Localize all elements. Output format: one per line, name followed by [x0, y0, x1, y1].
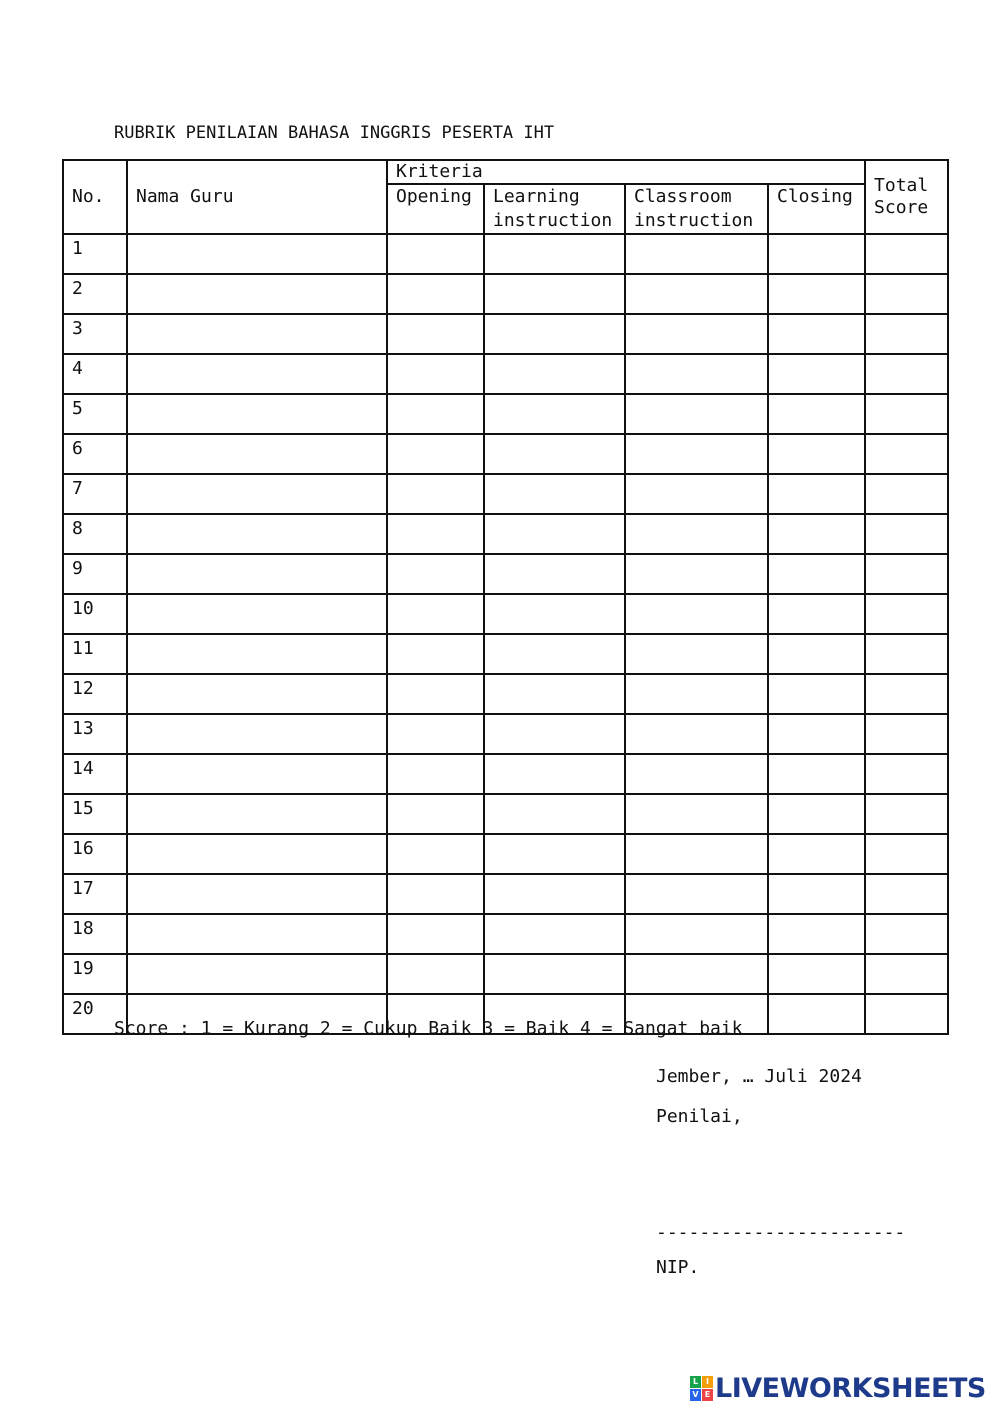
total-score-cell[interactable] — [865, 434, 948, 474]
closing-cell[interactable] — [768, 594, 865, 634]
learning-instruction-cell[interactable] — [484, 834, 625, 874]
liveworksheets-logo-icon — [690, 1376, 712, 1400]
nip-label: NIP. — [656, 1257, 700, 1278]
total-score-cell[interactable] — [865, 834, 948, 874]
total-score-cell[interactable] — [865, 794, 948, 834]
score-legend: Score : 1 = Kurang 2 = Cukup Baik 3 = Baik 4 = Sangat baik — [114, 1018, 743, 1039]
closing-cell[interactable] — [768, 674, 865, 714]
opening-cell[interactable] — [387, 314, 484, 354]
nama-guru-cell[interactable] — [127, 234, 387, 274]
nama-guru-cell[interactable] — [127, 434, 387, 474]
classroom-instruction-cell[interactable] — [625, 394, 768, 434]
nama-guru-cell[interactable] — [127, 354, 387, 394]
row-number: 14 — [63, 754, 127, 794]
closing-cell[interactable] — [768, 434, 865, 474]
logo-text: LIVEWORKSHEETS — [715, 1372, 986, 1404]
table-row — [63, 714, 948, 754]
opening-cell[interactable] — [387, 914, 484, 954]
nama-guru-cell[interactable] — [127, 514, 387, 554]
signature-line: ----------------------- — [656, 1222, 906, 1243]
opening-cell[interactable] — [387, 634, 484, 674]
learning-instruction-cell[interactable] — [484, 914, 625, 954]
table-row — [63, 634, 948, 674]
table-row — [63, 794, 948, 834]
opening-cell[interactable] — [387, 434, 484, 474]
nama-guru-cell[interactable] — [127, 594, 387, 634]
table-row — [63, 954, 948, 994]
closing-cell[interactable] — [768, 634, 865, 674]
learning-instruction-cell[interactable] — [484, 394, 625, 434]
closing-cell[interactable] — [768, 354, 865, 394]
logo-mark-cell: E — [702, 1389, 713, 1401]
nama-guru-cell[interactable] — [127, 714, 387, 754]
table-row — [63, 434, 948, 474]
row-number: 4 — [63, 354, 127, 394]
total-score-cell[interactable] — [865, 754, 948, 794]
classroom-instruction-cell[interactable] — [625, 594, 768, 634]
nama-guru-cell[interactable] — [127, 874, 387, 914]
classroom-instruction-cell[interactable] — [625, 474, 768, 514]
closing-cell[interactable] — [768, 714, 865, 754]
classroom-instruction-cell[interactable] — [625, 874, 768, 914]
total-score-cell[interactable] — [865, 634, 948, 674]
nama-guru-cell[interactable] — [127, 914, 387, 954]
row-number: 12 — [63, 674, 127, 714]
total-score-cell[interactable] — [865, 274, 948, 314]
classroom-instruction-cell[interactable] — [625, 834, 768, 874]
nama-guru-cell[interactable] — [127, 754, 387, 794]
row-number: 1 — [63, 234, 127, 274]
row-number: 8 — [63, 514, 127, 554]
closing-cell[interactable] — [768, 314, 865, 354]
nama-guru-cell[interactable] — [127, 954, 387, 994]
row-number: 19 — [63, 954, 127, 994]
nama-guru-cell[interactable] — [127, 554, 387, 594]
learning-instruction-cell[interactable] — [484, 314, 625, 354]
classroom-instruction-cell[interactable] — [625, 554, 768, 594]
header-kriteria: Kriteria — [387, 160, 865, 184]
row-number: 11 — [63, 634, 127, 674]
closing-cell[interactable] — [768, 234, 865, 274]
total-score-cell[interactable] — [865, 354, 948, 394]
closing-cell[interactable] — [768, 914, 865, 954]
row-number: 13 — [63, 714, 127, 754]
closing-cell[interactable] — [768, 394, 865, 434]
nama-guru-cell[interactable] — [127, 474, 387, 514]
total-score-cell[interactable] — [865, 234, 948, 274]
closing-cell[interactable] — [768, 514, 865, 554]
learning-instruction-cell[interactable] — [484, 674, 625, 714]
header-no: No. — [63, 160, 127, 234]
rubric-body — [63, 234, 948, 1034]
table-row — [63, 834, 948, 874]
opening-cell[interactable] — [387, 954, 484, 994]
learning-instruction-cell[interactable] — [484, 954, 625, 994]
closing-cell[interactable] — [768, 874, 865, 914]
logo-mark-cell: I — [702, 1376, 713, 1388]
liveworksheets-logo[interactable] — [690, 1372, 986, 1404]
classroom-instruction-cell[interactable] — [625, 714, 768, 754]
row-number: 3 — [63, 314, 127, 354]
opening-cell[interactable] — [387, 514, 484, 554]
opening-cell[interactable] — [387, 794, 484, 834]
assessor-label: Penilai, — [656, 1106, 743, 1127]
total-score-cell[interactable] — [865, 714, 948, 754]
nama-guru-cell[interactable] — [127, 794, 387, 834]
row-number: 15 — [63, 794, 127, 834]
learning-instruction-cell[interactable] — [484, 554, 625, 594]
opening-cell[interactable] — [387, 874, 484, 914]
header-closing: Closing — [768, 184, 865, 234]
classroom-instruction-cell[interactable] — [625, 954, 768, 994]
total-score-cell[interactable] — [865, 914, 948, 954]
table-row — [63, 514, 948, 554]
total-score-cell[interactable] — [865, 874, 948, 914]
opening-cell[interactable] — [387, 394, 484, 434]
learning-instruction-cell[interactable] — [484, 434, 625, 474]
header-total-score: Total Score — [865, 160, 948, 234]
opening-cell[interactable] — [387, 554, 484, 594]
table-row — [63, 554, 948, 594]
row-number: 18 — [63, 914, 127, 954]
opening-cell[interactable] — [387, 474, 484, 514]
opening-cell[interactable] — [387, 274, 484, 314]
table-row — [63, 314, 948, 354]
row-number: 5 — [63, 394, 127, 434]
nama-guru-cell[interactable] — [127, 634, 387, 674]
total-score-cell[interactable] — [865, 514, 948, 554]
rubric-table — [62, 159, 949, 1035]
classroom-instruction-cell[interactable] — [625, 754, 768, 794]
learning-instruction-cell[interactable] — [484, 354, 625, 394]
table-row — [63, 394, 948, 434]
closing-cell[interactable] — [768, 834, 865, 874]
opening-cell[interactable] — [387, 594, 484, 634]
total-score-cell[interactable] — [865, 994, 948, 1034]
row-number: 17 — [63, 874, 127, 914]
opening-cell[interactable] — [387, 714, 484, 754]
total-score-cell[interactable] — [865, 674, 948, 714]
classroom-instruction-cell[interactable] — [625, 274, 768, 314]
learning-instruction-cell[interactable] — [484, 594, 625, 634]
nama-guru-cell[interactable] — [127, 674, 387, 714]
classroom-instruction-cell[interactable] — [625, 634, 768, 674]
total-score-cell[interactable] — [865, 314, 948, 354]
total-score-cell[interactable] — [865, 394, 948, 434]
row-number: 6 — [63, 434, 127, 474]
closing-cell[interactable] — [768, 794, 865, 834]
learning-instruction-cell[interactable] — [484, 474, 625, 514]
row-number: 7 — [63, 474, 127, 514]
closing-cell[interactable] — [768, 274, 865, 314]
nama-guru-cell[interactable] — [127, 274, 387, 314]
classroom-instruction-cell[interactable] — [625, 914, 768, 954]
total-score-cell[interactable] — [865, 474, 948, 514]
classroom-instruction-cell[interactable] — [625, 794, 768, 834]
learning-instruction-cell[interactable] — [484, 634, 625, 674]
table-row — [63, 874, 948, 914]
closing-cell[interactable] — [768, 954, 865, 994]
row-number: 2 — [63, 274, 127, 314]
nama-guru-cell[interactable] — [127, 834, 387, 874]
classroom-instruction-cell[interactable] — [625, 434, 768, 474]
row-number: 10 — [63, 594, 127, 634]
header-learning-instruction: Learning instruction — [484, 184, 625, 234]
table-row — [63, 674, 948, 714]
total-score-cell[interactable] — [865, 954, 948, 994]
learning-instruction-cell[interactable] — [484, 274, 625, 314]
header-classroom-instruction: Classroom instruction — [625, 184, 768, 234]
row-number: 16 — [63, 834, 127, 874]
nama-guru-cell[interactable] — [127, 314, 387, 354]
opening-cell[interactable] — [387, 234, 484, 274]
table-row — [63, 754, 948, 794]
total-score-cell[interactable] — [865, 594, 948, 634]
classroom-instruction-cell[interactable] — [625, 234, 768, 274]
row-number: 20 — [63, 994, 127, 1034]
learning-instruction-cell[interactable] — [484, 714, 625, 754]
opening-cell[interactable] — [387, 354, 484, 394]
learning-instruction-cell[interactable] — [484, 754, 625, 794]
table-row — [63, 274, 948, 314]
total-score-cell[interactable] — [865, 554, 948, 594]
closing-cell[interactable] — [768, 754, 865, 794]
place-date: Jember, … Juli 2024 — [656, 1066, 862, 1087]
closing-cell[interactable] — [768, 554, 865, 594]
closing-cell[interactable] — [768, 994, 865, 1034]
learning-instruction-cell[interactable] — [484, 514, 625, 554]
learning-instruction-cell[interactable] — [484, 234, 625, 274]
table-row — [63, 474, 948, 514]
row-number: 9 — [63, 554, 127, 594]
opening-cell[interactable] — [387, 674, 484, 714]
table-row — [63, 594, 948, 634]
table-row — [63, 234, 948, 274]
header-opening: Opening — [387, 184, 484, 234]
table-row — [63, 914, 948, 954]
opening-cell[interactable] — [387, 834, 484, 874]
classroom-instruction-cell[interactable] — [625, 314, 768, 354]
closing-cell[interactable] — [768, 474, 865, 514]
learning-instruction-cell[interactable] — [484, 794, 625, 834]
learning-instruction-cell[interactable] — [484, 874, 625, 914]
classroom-instruction-cell[interactable] — [625, 354, 768, 394]
header-nama-guru: Nama Guru — [127, 160, 387, 234]
logo-mark-cell: L — [690, 1376, 701, 1388]
logo-mark-cell: V — [690, 1389, 701, 1401]
classroom-instruction-cell[interactable] — [625, 674, 768, 714]
table-row — [63, 354, 948, 394]
nama-guru-cell[interactable] — [127, 394, 387, 434]
opening-cell[interactable] — [387, 754, 484, 794]
document-title: RUBRIK PENILAIAN BAHASA INGGRIS PESERTA IHT — [114, 123, 555, 143]
classroom-instruction-cell[interactable] — [625, 514, 768, 554]
